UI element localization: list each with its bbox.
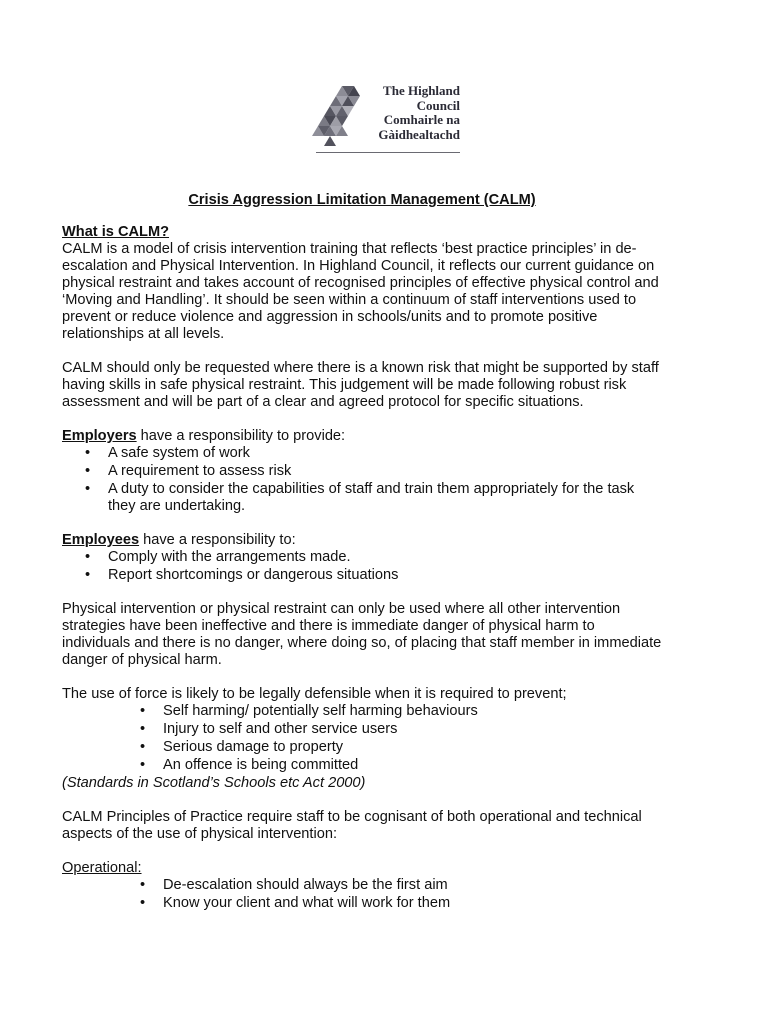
logo-divider — [316, 152, 460, 153]
list-item: • Comply with the arrangements made. — [62, 549, 662, 566]
force-intro: The use of force is likely to be legally defensible when it is required to prevent; — [62, 686, 567, 702]
logo-line-3: Comhairle na — [383, 112, 460, 127]
list-item: • A duty to consider the capabilities of staff and train them appropriately for the task they are undertaking. — [62, 481, 662, 515]
employers-list — [62, 445, 662, 515]
employees-label: Employees — [62, 532, 140, 548]
logo-line-2: Council — [416, 97, 460, 113]
council-emblem-icon — [312, 84, 372, 150]
employers-intro — [62, 428, 662, 445]
list-item: • A safe system of work — [62, 445, 662, 462]
document-title: Crisis Aggression Limitation Management (CALM) — [188, 192, 536, 208]
what-is-calm-paragraph: CALM is a model of crisis intervention training that reflects ‘best practice principles’ in de-escalation and Physical Intervention. In Highland Council, it reflects our current guidance on physical restraint and takes account of recognised principles of effective physical control and ‘Moving and Handling’. It should be seen within a continuum of staff interventions used to prevent or reduce violence and aggression in schools/units and to promote positive relationships at all levels. — [62, 241, 659, 342]
list-item: • An offence is being committed — [62, 757, 662, 774]
highland-council-logo — [312, 84, 462, 154]
logo-line-4: Gàidhealtachd — [378, 126, 460, 142]
request-paragraph: CALM should only be requested where there is a known risk that might be supported by staff having skills in safe physical restraint. This judgement will be made following robust risk assessment and will be part of a clear and agreed protocol for specific situations. — [62, 360, 659, 410]
employers-intro-text: have a responsibility to provide: — [136, 428, 346, 444]
operational-heading: Operational: — [62, 860, 142, 876]
physical-intervention-paragraph: Physical intervention or physical restraint can only be used where all other intervention strategies have been ineffective and there is immediate danger of physical harm to individuals and there is no danger, where doing so, of placing that staff member in immediate danger of physical harm. — [62, 601, 662, 668]
list-item: • Know your client and what will work for them — [62, 895, 662, 912]
operational-list — [62, 877, 662, 912]
list-item: • A requirement to assess risk — [62, 463, 662, 480]
logo-line-1: The Highland — [383, 83, 460, 98]
standards-citation: (Standards in Scotland’s Schools etc Act 2000) — [62, 775, 366, 791]
list-item: • Self harming/ potentially self harming behaviours — [62, 703, 662, 720]
list-item: • Report shortcomings or dangerous situations — [62, 567, 662, 584]
employees-intro-text: have a responsibility to: — [139, 532, 296, 548]
employees-intro — [62, 532, 662, 549]
list-item: • Injury to self and other service users — [62, 721, 662, 738]
principles-paragraph: CALM Principles of Practice require staff to be cognisant of both operational and technical aspects of the use of physical intervention: — [62, 809, 642, 842]
list-item: • Serious damage to property — [62, 739, 662, 756]
document-body — [62, 192, 662, 929]
what-is-calm-heading: What is CALM? — [62, 224, 170, 240]
force-list — [62, 703, 662, 774]
employees-list — [62, 549, 662, 584]
list-item: • De-escalation should always be the first aim — [62, 877, 662, 894]
employers-label: Employers — [62, 428, 137, 444]
